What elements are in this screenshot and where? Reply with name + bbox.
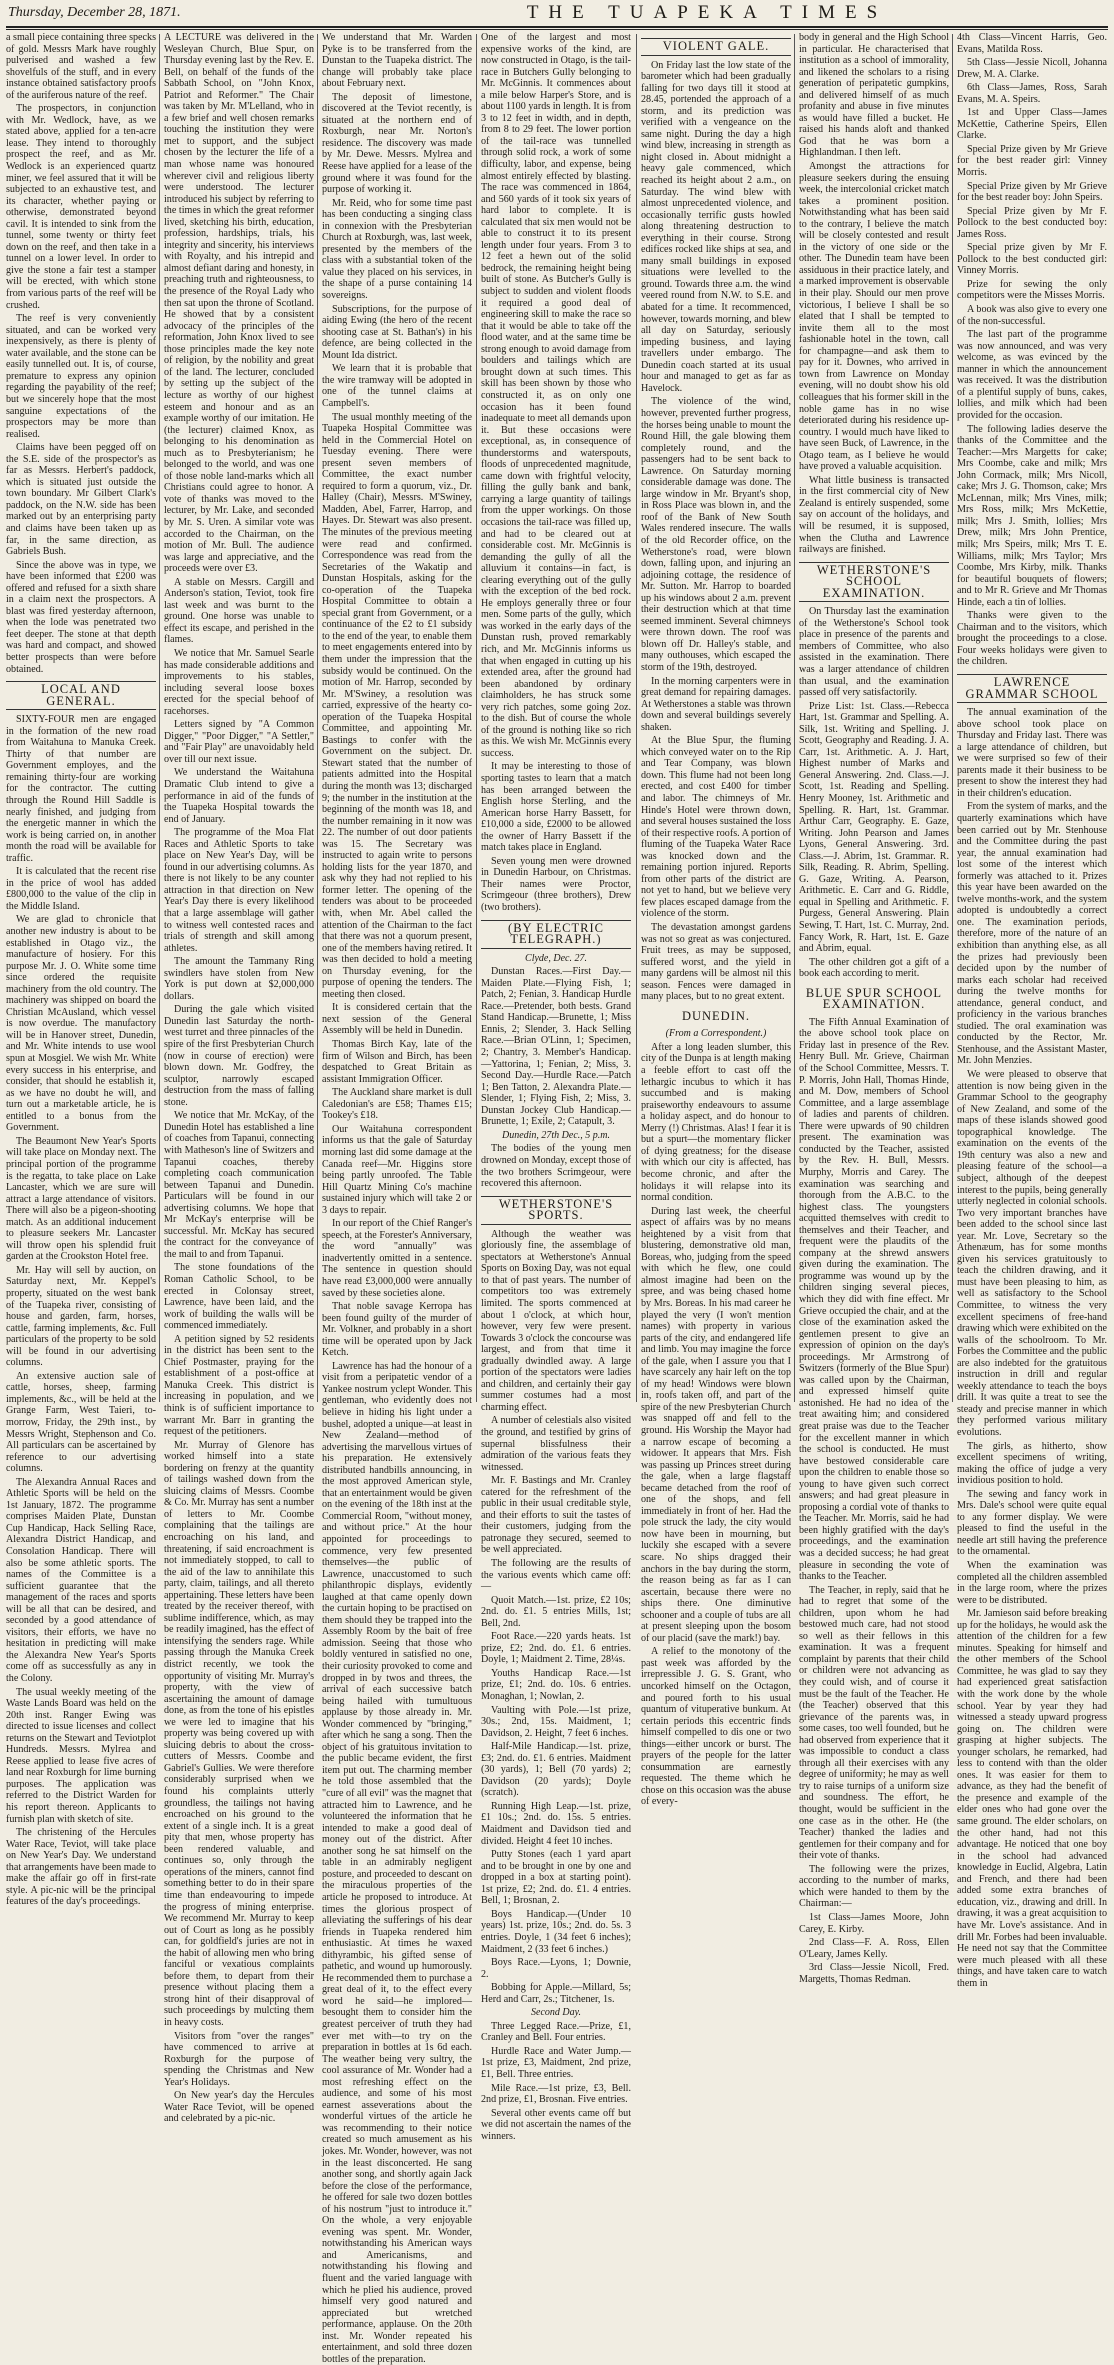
article-paragraph: A stable on Messrs. Cargill and Anderson's station, Teviot, took fire last week and was burnt to the ground. One horse was unable to effect its escape, and perished in the flames. — [164, 576, 314, 646]
article-column-2 — [164, 32, 314, 2125]
article-paragraph: The bodies of the young men drowned on Monday, except those of the two brothers Scrimgeour, were recovered this afternoon. — [481, 1143, 631, 1190]
article-paragraph: We understand the Waitahuna Dramatic Club intend to give a performance in aid of the funds of the Tuapeka Hospital towards the end of January. — [164, 767, 314, 825]
article-paragraph: Thomas Birch Kay, late of the firm of Wilson and Birch, has been despatched to Great Britain as assistant Immigration Officer. — [322, 1039, 472, 1085]
article-paragraph: A book was also give to every one of the non-successful. — [957, 304, 1107, 327]
article-paragraph: Half-Mile Handicap.—1st. prize, £3; 2nd. do. £1. 6 entries. Maidment (30 yards), 1; Bell (70 yards) 2; Davidson (20 yards); Doyle (scratch). — [481, 1741, 631, 1799]
article-paragraph: The devastation amongst gardens was not so great as was conjectured. Fruit trees, as may be supposed, suffered worst, and the yield in many gardens will be almost nil this season. Fences were damaged in many places, but to no great extent. — [641, 922, 791, 1003]
article-paragraph: Three Legged Race.—Prize, £1, Cranley and Bell. Four entries. — [481, 2020, 631, 2044]
article-paragraph: An extensive auction sale of cattle, horses, sheep, farming implements, &c., will be held at the Grange Farm, West Taieri, to-morrow, Friday, the 29th inst., by Messrs Wright, Stephenson and Co. All particulars can be ascertained by reference to our advertising columns. — [6, 1370, 156, 1475]
section-heading: WETHERSTONE'S SCHOOL EXAMINATION. — [799, 562, 949, 603]
article-paragraph: During last week, the cheerful aspect of affairs was by no means heightened by a visit from that blustering, demonstrative old man, Boreas, who, judging from the speed with which he flew, one could almost imagine had been on the spree, and was being chased home by Mrs. Boreas. In his mad career he played the very (I won't mention names) with property in various parts of the city, and endangered life and limb. You may imagine the force of the gale, when I assure you that I have scarcely any hair left on the top of my head! Windows were blown in, roofs taken off, and part of the spire of the new Presbyterian Church was snapped off and fell to the ground. His Worship the Mayor had a narrow escape of becoming a widower. It appears that Mrs. Fish was passing up Princes street during the gale, when a large flagstaff became detached from the roof of one of the shops, and fell immediately in front of her. Had the pole struck the lady, the city would now have been in mourning, but luckily she escaped with a severe scare. No ships dragged their anchors in the bay during the storm, the reason being as far as I can ascertain, because there were no ships there. One diminutive schooner and a couple of tubs are all at present sleeping upon the bosom of our placid (save the mark!) bay. — [641, 1205, 791, 1644]
article-paragraph: Hurdle Race and Water Jump.—1st prize, £3, Maidment, 2nd prize, £1, Bell. Three entries. — [481, 2045, 631, 2080]
article-paragraph: What little business is transacted in the first commercial city of New Zealand is entirely suspended, some say on account of the holidays, and will be resumed, it is supposed, when the Clutha and Lawrence railways are finished. — [799, 474, 949, 556]
column-rule — [636, 34, 637, 1402]
article-paragraph: From the system of marks, and the quarterly examinations which have been carried out by Mr. Stenhouse and the Committee during the past year, the annual examination had lost some of the interest which formerly was attached to it. Prizes this year have been awarded on the twelve months-work, and the system adopted is undoubtedly a correct one. The examination periods, therefore, more of the nature of an exhibition than anything else, as all the prizes had previously been decided upon by the number of marks each scholar had received during the twelve months for attendance, general conduct, and proficiency in the various branches studied. The oral examination was conducted by the Rector, Mr. Stenhouse, and the Assistant Master, Mr. John Menzies. — [957, 801, 1107, 1067]
article-paragraph: Mr. Murray of Glenore has worked himself into a state bordering on frenzy at the quantity of tailings washed down from the sluicing claims of Messrs. Coombe & Co. Mr. Murray has sent a number of letters to Mr. Coombe complaining that the tailings are encroaching on his land, and threatening, if said encroachment is not immediately stopped, to call to the aid of the law to annihilate this party, claim, tailings, and all thereto appertaining. These letters have been treated by the receiver thereof, with sublime indifference, which, as may be readily imagined, has the effect of intensifying the senders rage. While passing through the Manuka Creek district recently, we took the opportunity of visiting Mr. Murray's property, with the view of ascertaining the amount of damage done, as from the tone of his epistles we were led to imagine that his property was being covered up with sluicing debris to about the cross-cutters of Messrs. Coombe and Gabriel's Gullies. We were therefore considerably surprised when we found his complaints utterly groundless, the tailings not having encroached on his ground to the extent of a single inch. It is a great pity that men, whose property has been rendered valuable, and continues so, only through the operations of the miners, cannot find something better to do in their spare time than endeavouring to impede the progress of mining enterprise. We recommend Mr. Murray to keep out of Court as long as he possibly can, for goldfield's juries are not in the habit of allowing men who bring fanciful or vexatious complaints before them, to depart from their presence without placing them a strong hint of their disapproval of such proceedings by mulcting them in heavy costs. — [164, 1439, 314, 2028]
article-paragraph: Prize List: 1st. Class.—Rebecca Hart, 1st. Grammar and Spelling. A. Silk, 1st. Writing and Spelling. J. Scott, Geography and Reading. J. A. Carr, 1st. Arithmetic. A. J. Hart, Highest number of Marks and General Answering. 2nd. Class.—J. Scott, 1st. Reading and Spelling. Henry Mooney, 1st. Arithmetic and Spelling. R. Hart, 1st. Grammar. Arthur Carr, Geography. E. Gaze, Writing. John Pearson and James Lyons, General Answering. 3rd. Class.—J. Abrim, 1st. Grammar. R. Silk, Reading. R. Abrim, Spelling. G. Gaze, Writing. A. Pearson, Arithmetic. E. Carr and G. Riddle, equal in Spelling and Arithmetic. F. Purgess, General Answering. Plain Sewing, T. Hart, 1st. C. Murray, 2nd. Fancy Work, R. Hart, 1st. E. Gaze and Abrim, equal. — [799, 700, 949, 955]
article-paragraph: 6th Class—James, Ross, Sarah Evans, M. A. Speirs. — [957, 82, 1107, 105]
article-paragraph: Lawrence has had the honour of a visit from a peripatetic vendor of a Yankee nostrum yclept Wonder. This gentleman, who evidently does not believe in hiding his light under a bushel, adopted a unique—at least in New Zealand—method of advertising the marvellous virtues of his preparation. He extensively distributed handbills announcing, in the most approved American style, that an entertainment would be given on the evening of the 18th inst at the Commercial Room, "without money, and without price." At the hour appointed for proceedings to commence, very few presented themselves—the public of Lawrence, unaccustomed to such philanthropic displays, evidently laughed at that came openly down the curtain hoping to be practised on them should they be trapped into the Assembly Room by the bait of free admission. Seeing that those who boldly ventured in satisfied no one, their curiosity provoked to come and dropped in by twos and threes, the arrival of each successive batch being hailed with tumultuous applause by those already in. Mr. Wonder commenced by "bringing," after which he sang a song. Then the object of his gratuitous invitation to the public became evident, the first item put out. The charming member he told those assembled that the "cure of all evil" was the magnet that attracted him to Lawrence, and he volunteered the information that he intended to make a good deal of money out of the district. After another song he sat himself on the table in an admirably negligent posture, and proceeded to descant on the miraculous properties of the article he proposed to introduce. At times the glorious prospect of alleviating the sufferings of his dear friends in Tuapeka rendered him enthusiastic. At times he waxed dithyrambic, his gifted sense of pathetic, and wound up humorously. He recommended them to purchase a great deal of it, to the effect every word he said—he implored—besought them to consider him the greatest perceiver of truth they had ever met with—to try on the preparation in bottles at 1s 6d each. The weather being very sultry, the cool assurance of Mr. Wonder had a most refreshing effect on the audience, and some of his most earnest asseverations about the wonderful virtues of the article he was recommending to their notice created so much amusement as his jokes. Mr. Wonder, however, was not in the least disconcerted. He sang another song, and shortly again Jack before the close of the performance, he offered for sale two dozen bottles of his nostrum "just to introduce it." On the whole, a very enjoyable evening was spent. Mr. Wonder, notwithstanding his American ways and Americanisms, and notwithstanding his flowing and fluent and the varied language with which he plied his audience, proved himself very good natured and appreciated but wretched performance, applause. On the 20th inst. Mr. Wonder repeated his entertainment, and sold three dozen bottles of the preparation. — [322, 1360, 472, 2365]
article-paragraph: We are glad to chronicle that another new industry is about to be established in Otago viz., the manufacture of hosiery. For this purpose Mr. J. O. White some time since ordered the requisite machinery from the old country. The machinery was shipped on board the Christian McAusland, which vessel is now overdue. The manufactory will be in Hanover street, Dunedin, and Mr. White intends to use wool spun at Mosgiel. We wish Mr. White every success in his enterprise, and consider, that should he establish it, as we have no doubt he will, and turn out a marketable article, he is entitled to a bonus from the Government. — [6, 914, 156, 1134]
newspaper-title: THE TUAPEKA TIMES — [526, 2, 888, 23]
article-paragraph: We understand that Mr. Warden Pyke is to be transferred from the Dunstan to the Tuapeka district. The change will probably take place about February next. — [322, 32, 472, 90]
column-rule — [317, 34, 318, 1402]
article-paragraph: The reef is very conveniently situated, and can be worked very inexpensively, as there is plenty of water available, and the stone can be easily tunnelled out. It is, of course, premature to express any opinion regarding the payability of the reef; but we sincerely hope that the most sanguine expectations of the prospectors may be more than realised. — [6, 313, 156, 440]
article-paragraph: The following ladies deserve the thanks of the Committee and the Teacher:—Mrs Margetts for cake; Mrs Coombe, cake and milk; Mrs John Cormack, milk; Mrs Nicoll, cake; Mrs J. G. Thomson, cake; Mrs McLennan, milk; Mrs Vines, milk; Mrs Ross, milk; Mrs McKettie, milk; Mrs J. Smith, lollies; Mrs Drew, milk; Mrs John Prentice, milk; Mrs Speirs, milk; Mrs T. E. Williams, milk; Mrs Taylor; Mrs Coombe, Mrs Kirby, milk. Thanks for beautiful bouquets of flowers; and to Mr R. Grieve and Mr Thomas Hinde, each a tin of lollies. — [957, 423, 1107, 608]
article-paragraph: Amongst the attractions for pleasure seekers during the ensuing week, the intercolonial cricket match takes a prominent position. Notwithstanding what has been said to the contrary, I believe the match will be closely contested and result in the victory of one side or the other. The Dunedin team have been assiduous in their practice lately, and a marked improvement is observable in their play. Should our men prove victorious, I believe I shall be so elated that I shall be tempted to invite them all to the most fashionable hotel in the town, call for champagne—and ask them to pay for it. Downes, who arrived in town from Lawrence on Monday evening, will no doubt show his old colleagues that his former skill in the noble game has in no wise deteriorated during his residence up-country. I would much have liked to have seen Buck, of Lawrence, in the Otago team, as I believe he would have proved a valuable acquisition. — [799, 161, 949, 473]
section-heading: (BY ELECTRIC TELEGRAPH.) — [481, 920, 631, 949]
article-paragraph: On New year's day the Hercules Water Race Teviot, will be opened and celebrated by a pic-nic. — [164, 2090, 314, 2125]
article-paragraph: The christening of the Hercules Water Race, Teviot, will take place on New Year's Day. We understand that arrangements have been made to make the affair go off in first-rate style. A pic-nic will be the principal features of the day's proceedings. — [6, 1827, 156, 1908]
article-paragraph: The annual examination of the above school took place on Thursday and Friday last. There was a large attendance of children, but we were surprised so few of their parents made it their business to be present to show the interest they had in their children's education. — [957, 707, 1107, 799]
masthead — [0, 0, 1114, 30]
article-column-6 — [799, 32, 949, 1985]
article-paragraph: 2nd Class—F. A. Ross, Ellen O'Leary, James Kelly. — [799, 1937, 949, 1960]
article-paragraph: 3rd Class—Jessie Nicoll, Fred. Margetts, Thomas Redman. — [799, 1962, 949, 1985]
article-paragraph: The Fifth Annual Examination of the above school took place on Friday last in presence of the Rev. Henry Bull. Mr. Grieve, Chairman of the School Committee, Messrs. T. P. Morris, John Hall, Thomas Hinde, and M. Dow, members of School Committee, and a large assemblage of ladies and parents of children. There were upwards of 90 children present. The examination was conducted by the Teacher, assisted by the Rev. H. Bull, Messrs. Murphy, Morris and Carey. The examination was searching and thorough from the A.B.C. to the highest class. The youngsters acquitted themselves with credit to themselves and their Teacher, and frequent were the plaudits of the company at the shrewd answers given during the examination. The programme was wound up by the children singing several pieces, which they did with fine effect. Mr Grieve occupied the chair, and at the close of the examination asked the gentlemen present to give an expression of opinion on the day's proceedings. Mr Armstrong of Switzers (formerly of the Blue Spur) was called upon by the Chairman, and expressed himself quite astonished. He had no idea of the treat awaiting him; and considered great praise was due to the Teacher for the excellent manner in which the school is conducted. He must have bestowed considerable care upon the children to enable those so young to have given such correct answers; and had great pleasure in proposing a cordial vote of thanks to the Teacher. Mr. Morris, said he had been highly gratified with the day's proceedings, and the examination was a decided success; he had great pleasure in seconding the vote of thanks to the Teacher. — [799, 1016, 949, 1583]
section-heading: WETHERSTONE'S SPORTS. — [481, 1196, 631, 1225]
masthead-rule-thin — [6, 29, 1108, 30]
article-paragraph: We were pleased to observe that attention is now being given in the Grammar School to the geography of New Zealand, and some of the maps of these islands showed good topographical knowledge. The examination on the events of the 19th century was also a new and pleasing feature of the school—a subject, although of the deepest interest to the pupils, being generally utterly neglected in colonial schools. Two very important branches have been added to the school since last year. Mr. Love, Secretary so the Athenæum, has for some months given his services gratuitously to teach the children drawing, and it must have been pleasing to him, as well as satisfactory to the School Committee, to witness the very excellent specimens of free-hand drawing which were exhibited on the walls of the schoolroom. To Mr. Forbes the Committee and the public are also indebted for the gratuitous instruction in drill and regular weekly attendance to teach the boys drill. It was quite a treat to see the steady and precise manner in which they performed various military evolutions. — [957, 1069, 1107, 1438]
column-rule — [794, 34, 795, 1402]
article-column-3 — [322, 32, 472, 2365]
article-paragraph: After a long leaden slumber, this city of the Dunpa is at length making a feeble effort to cast off the lethargic incubus to which it has succumbed and is making praiseworthy endeavours to assume a holiday aspect, and do honour to Merry (!) Christmas. Alas! I fear it is but a spurt—the momentary flicker of dying greatness; for the disease with which our city is affected, has become chronic, and after the holidays it will relapse into its normal condition. — [641, 1041, 791, 1204]
article-paragraph: That noble savage Kerropa has been found guilty of the murder of Mr. Volkner, and probably in a short time will be operated upon by Jack Ketch. — [322, 1301, 472, 1359]
article-paragraph: The sewing and fancy work in Mrs. Dale's school were quite equal to any former display. We were pleased to find the useful in the needle art still having the preference to the ornamental. — [957, 1488, 1107, 1558]
article-paragraph: The amount the Tammany Ring swindlers have stolen from New York is put down at $2,000,000 dollars. — [164, 956, 314, 1002]
article-paragraph: Seven young men were drowned in Dunedin Harbour, on Christmas. Their names were Proctor, Scrimgeour (three brothers), Drew (two brothers). — [481, 855, 631, 914]
article-paragraph: Although the weather was gloriously fine, the assemblage of spectators at Wetherstone's Annual Sports on Boxing Day, was not equal to that of past years. The number of competitors too was extremely limited. The sports commenced at about 1 o'clock, at which hour, however, very few were present. Towards 3 o'clock the concourse was largest, and from that time it gradually dwindled away. A large portion of the spectators were ladies and children, and certainly their gay summer costumes had a most charming effect. — [481, 1228, 631, 1413]
section-heading: LAWRENCE GRAMMAR SCHOOL — [957, 674, 1107, 703]
article-paragraph: The prospectors, in conjunction with Mr. Wedlock, have, as we stated above, applied for a ten-acre lease. They intend to thoroughly prospect the reef, and as Mr. Wedlock is an experienced quartz miner, we feel assured that it will be subjected to an exhaustive test, and its character, whether paying or otherwise, demonstrated beyond cavil. It is intended to sink from the tunnel, some twenty or thirty feet down on the reef, and then take in a tunnel on a lower level. In order to give the stone a fair test a stamper will be erected, with which stone from various parts of the reef will be crushed. — [6, 103, 156, 311]
article-paragraph: Subscriptions, for the purpose of aiding Ewing (the hero of the recent shooting case at St. Bathan's) in his defence, are being collected in the Mount Ida district. — [322, 303, 472, 361]
article-paragraph: Thanks were given to the Chairman and to the visitors, which brought the proceedings to a close. Four weeks holidays were given to the children. — [957, 610, 1107, 668]
article-paragraph: Running High Leap.—1st. prize, £1 10s.; 2nd. do. 15s. 5 entries. Maidment and Davidson tied and divided. Height 4 feet 10 inches. — [481, 1800, 631, 1847]
article-paragraph: On Thursday last the examination of the Wetherstone's School took place in presence of the parents and members of Committee, who also assisted in the examination. There was a larger attendance of children than usual, and the examination passed off very satisfactorily. — [799, 606, 949, 699]
article-paragraph: A petition signed by 52 residents in the district has been sent to the Chief Postmaster, praying for the establishment of a post-office at Manuka Creek. This district is increasing in population, and we think is of sufficient importance to warrant Mr. Barr in granting the request of the petitioners. — [164, 1333, 314, 1438]
article-column-4 — [481, 32, 631, 2142]
article-column-1 — [6, 32, 156, 1908]
article-paragraph: The Auckland share market is dull Caledonian's are £58; Thames £15; Tookey's £18. — [322, 1087, 472, 1122]
article-paragraph: Special Prize given by Mr Grieve for the best reader boy: John Speirs. — [957, 180, 1107, 204]
article-paragraph: It is calculated that the recent rise in the price of wool has added £800,000 to the value of the clip in the Middle Island. — [6, 866, 156, 912]
article-paragraph: Bobbing for Apple.—Millard, 5s; Herd and Carr, 2s.; Titchener, 1s. — [481, 1982, 631, 2005]
article-paragraph: A LECTURE was delivered in the Wesleyan Church, Blue Spur, on Thursday evening last by the Rev. E. Bell, on behalf of the funds of the Sabbath School, on "John Knox, Patriot and Reformer." The Chair was taken by Mr. M'Lelland, who in a few brief and well chosen remarks touching the institution they were met to support, and the subject chosen by the lecturer the life of a man whose name was honoured wherever civil and religious liberty were understood. The lecturer introduced his subject by referring to the times in which the great reformer lived, sketching his birth, education, profession, hardships, trials, his integrity and sincerity, his interviews with Royalty, and his intrepid and almost defiant daring and honesty, in preaching truth and righteousness, to the presence of the Royal Lady who then sat upon the throne of Scotland. He showed that by a consistent advocacy of the principles of the reformation, John Knox lived to see those principles made the key note of religion, by the nobility and great of the land. The lecturer, concluded by setting up the subject of the lecture as worthy of our highest esteem and honour and as an example worthy of our imitation. He (the lecturer) claimed Knox, as belonging to his denomination as much as to Presbyterianism; he belonged to the world, and was one of those noble land-marks which all Christians could agree to honor. A vote of thanks was moved to the lecturer, by Mr. Lake, and seconded by Mr. S. Uren. A similar vote was accorded to the Chairman, on the motion of Mr. Bull. The audience was large and appreciative, and the proceeds were over £3. — [164, 32, 314, 575]
dateline: Dunedin, 27th Dec., 5 p.m. — [501, 1129, 611, 1141]
article-paragraph: In our report of the Chief Ranger's speech, at the Forester's Anniversary, the word "annually" was inadvertently omitted in a sentence. The sentence in question should have read £3,000,000 were annually saved by these societies alone. — [322, 1218, 472, 1299]
article-paragraph: The deposit of limestone, discovered at the Teviot recently, is situated at the northern end of Roxburgh, near Mr. Norton's residence. The discovery was made by Mr. Dewe. Messrs. Mylrea and Reese have applied for a lease of the ground where it was found for the purpose of working it. — [322, 91, 472, 196]
article-paragraph: The Beaumont New Year's Sports will take place on Monday next. The principal portion of the programme is the regatta, to take place on Lake Lancaster, which we are sure will attract a large attendance of visitors. There will also be a pigeon-shooting match. As an additional inducement to pleasure seekers Mr. Lancaster will throw open his splendid fruit garden at the Crookston Hotel free. — [6, 1135, 156, 1263]
article-paragraph: Visitors from "over the ranges" have commenced to arrive at Roxburgh for the purpose of spending the Christmas and New Year's Holidays. — [164, 2030, 314, 2088]
article-paragraph: Our Waitahuna correspondent informs us that the gale of Saturday morning last did some damage at the Canada reef—Mr. Higgins store being partly unroofed. The Table Hill Quartz Mining Co's machine sustained injury which will take 2 or 3 days to repair. — [322, 1123, 472, 1216]
article-paragraph: We learn that it is probable that the wire tramway will be adopted in one of the tunnel claims at Campbell's. — [322, 363, 472, 409]
article-paragraph: The other children got a gift of a book each according to merit. — [799, 956, 949, 980]
article-paragraph: Since the above was in type, we have been informed that £200 was offered and refused for a sixth share in a claim next the prospectors. A blast was fired yesterday afternoon, when the lode was penetrated two feet deeper. The stone at that depth was hard and compact, and showed better prospects than were before obtained. — [6, 559, 156, 675]
article-paragraph: The following were the prizes, according to the number of marks, which were handed to them by the Chairman:— — [799, 1863, 949, 1910]
article-paragraph: In the morning carpenters were in great demand for repairing damages. At Wetherstones a stable was thrown down and several buildings severely shaken. — [641, 675, 791, 733]
section-heading: VIOLENT GALE. — [641, 38, 791, 56]
article-column-7 — [957, 32, 1107, 1989]
article-paragraph: 1st and Upper Class—James McKettie, Catherine Speirs, Ellen Clarke. — [957, 107, 1107, 142]
article-paragraph: The programme of the Moa Flat Races and Athletic Sports to take place on New Year's Day, will be found in our advertising columns. As there is not likely to be any counter attraction in that direction on New Year's Day there is every likelihood that a large assemblage will gather to witness well contested races and trials of strength and skill among athletes. — [164, 827, 314, 954]
article-paragraph: At the Blue Spur, the fluming which conveyed water on to the Rip and Tear Company, was blown down. This flume had not been long erected, and cost £400 for timber and labor. The chimneys of Mr. Hinde's Hotel were thrown down, and several houses sustained the loss of their respective roofs. A portion of fluming of the Tuapeka Water Race was knocked down and the remaining portion injured. Reports from other parts of the district are not yet to hand, but we believe very few places escaped damage from the violence of the storm. — [641, 735, 791, 920]
masthead-rule — [6, 26, 1108, 28]
article-paragraph: A relief to the monotony of the past week was afforded by the irrepressible J. G. S. Grant, who uncorked himself on the Octagon, and poured forth to his usual quantum of vituperative bunkum. At certain periods this eccentric finds himself compelled to dis one or two things—either uncork or burst. The prayers of the people for the latter consummation are earnestly requested. The theme which he chose on this occasion was the abuse of every- — [641, 1646, 791, 1808]
article-paragraph: During the gale which visited Dunedin last Saturday the north-west turret and three pinnacles of the spire of the first Presbyterian Church (now in course of erection) were blown down. Mr. Godfrey, the sculptor, narrowly escaped destruction from the mass of falling stone. — [164, 1004, 314, 1108]
article-paragraph: Several other events came off but we did not ascertain the names of the winners. — [481, 2107, 631, 2142]
article-paragraph: Boys Handicap.—(Under 10 years) 1st. prize, 10s.; 2nd. do. 5s. 3 entries. Doyle, 1 (34 feet 6 inches); Maidment, 2 (33 feet 6 inches.) — [481, 1908, 631, 1955]
article-paragraph: The last part of the programme was now announced, and was very welcome, as was evinced by the manner in which the announcement was received. It was the distribution of a plentiful supply of buns, cakes, lollies, and milk which had been provided for the occasion. — [957, 329, 1107, 421]
column-rule — [476, 34, 477, 1402]
article-paragraph: Mr. Reid, who for some time past has been conducting a singing class in connexion with the Presbyterian Church at Roxburgh, was, last week, presented by the members of the class with a substantial token of the value they placed on his services, in the shape of a purse containing 14 sovereigns. — [322, 197, 472, 302]
article-paragraph: Special Prize given by Mr Grieve for the best reader girl: Vinney Morris. — [957, 143, 1107, 179]
article-paragraph: Boys Race.—Lyons, 1; Downie, 2. — [481, 1957, 631, 1980]
article-paragraph: The following are the results of the various events which came off:— — [481, 1558, 631, 1593]
article-paragraph: A number of celestials also visited the ground, and testified by grins of supernal blissfulness their admiration of the various feats they witnessed. — [481, 1415, 631, 1473]
article-paragraph: We notice that Mr. McKay, of the Dunedin Hotel has established a line of coaches from Tapanui, connecting with Matheson's line of Switzers and Tapanui coaches, thereby completing coach communication between Tapanui and Dunedin. Particulars will be found in our advertising columns. We hope that Mr McKay's enterprise will be successful. Mr. McKay has secured the contract for the conveyance of the mail to and from Tapanui. — [164, 1110, 314, 1260]
article-paragraph: We notice that Mr. Samuel Searle has made considerable additions and improvements to his stables, including several loose boxes erected for the special behoof of racehorses. — [164, 647, 314, 717]
article-paragraph: The usual monthly meeting of the Tuapeka Hospital Committee was held in the Commercial Hotel on Tuesday evening. There were present seven members of Committee, the exact number required to form a quorum, viz., Dr. Halley (Chair), Messrs. M'Swiney, Madden, Abel, Farrer, Harrop, and Hayes. Dr. Stewart was also present. The minutes of the previous meeting were read and confirmed. Correspondence was read from the Secretaries of the Wakatip and Dunstan Hospitals, asking for the co-operation of the Tuapeka Hospital Committee to obtain a special grant from Government, or a continuance of the £2 to £1 subsidy to the end of the year, to enable them to meet engagements entered into by them under the impression that the subsidy would be continued. On the motion of Mr. Harrop, seconded by Mr. M'Swiney, a resolution was carried, expressive of the hearty co-operation of the Tuapeka Hospital Committee, and appointing Mr. Bastings to confer with the Government on the subject. Dr. Stewart stated that the number of patients admitted into the Hospital during the month was 13; discharged 9; the number in the institution at the beginning of the month was 18, and the number remaining in it now was 22. The number of out door patients was 15. The Secretary was instructed to again write to persons holding lists for the year 1870, and ask why they had not replied to his former letter. The opening of the tenders was about to be proceeded with, when Mr. Abel called the attention of the Chairman to the fact that there was not a quorum present, one of the members having retired. It was then decided to hold a meeting on Thursday evening, for the purpose of opening the tenders. The meeting then closed. — [322, 411, 472, 1000]
article-paragraph: a small piece containing three specks of gold. Messrs Mark have roughly pulverised and washed a few shovelfuls of the stuff, and in every instance obtained satisfactory proofs of the auriferous nature of the reef. — [6, 32, 156, 101]
article-paragraph: 5th Class—Jessie Nicoll, Johanna Drew, M. A. Clarke. — [957, 57, 1107, 80]
article-paragraph: Mile Race.—1st prize, £3, Bell. 2nd prize, £1, Brosnan. Five entries. — [481, 2082, 631, 2106]
article-paragraph: Foot Race.—220 yards heats. 1st prize, £2; 2nd. do. £1. 6 entries. Doyle, 1; Maidment 2. Time, 28¼s. — [481, 1631, 631, 1666]
dateline: Second Day. — [531, 2007, 581, 2019]
article-paragraph: One of the largest and most expensive works of the kind, are now constructed in Otago, is the tail-race in Butchers Gully belonging to Mr. McGinnis. It commences about a mile below Harper's Store, and is about 1100 yards in length. It is from 3 to 12 feet in width, and in depth, from 8 to 29 feet. The lower portion of the tail-race was tunnelled through solid rock, a work of some difficulty, labor, and expense, being almost entirely effected by blasting. The race was commenced in 1864, and 560 yards of it took six years of hard labor to complete. It is calculated that six men would not be able to construct it to its present length under four years. From 3 to 12 feet a hewn out of the solid bedrock, the remaining height being built of stone. As Butcher's Gully is subject to sudden and violent floods it required a good deal of engineering skill to make the race so that it would be able to take off the flood water, and at the same time be strong enough to avoid damage from boulders and tailings which are brought down at such times. This skill has been shown by those who constructed it, as on only one occasion has it been found inadequate to meet all demands upon it. But these occasions were exceptional, as, in consequence of thunderstorms and waterspouts, floods of unprecedented magnitude, came down with frightful velocity, filling the gully bank and bank, carrying a large quantity of tailings from the upper workings. On those occasions the tail-race was filled up, and had to be cleared out at considerable cost. Mr. McGinnis is demanding the gully of all the alluvium it contains—in fact, is clearing everything out of the gully with the exception of the bed rock. He employs generally three or four men. Some parts of the gully, which was worked in the early days of the Dunstan rush, proved remarkably rich, and Mr. McGinnis informs us that when engaged in cutting up his extended area, after the ground had been abandoned by ordinary claimholders, he has struck some very rich patches, some going 2oz. to the dish. But of course the whole of the ground is nothing like so rich as this. We wish Mr. McGinnis every success. — [481, 32, 631, 759]
section-heading: DUNEDIN. — [681, 1008, 751, 1023]
article-paragraph: Special Prize given by Mr F. Pollock to the best conducted boy: James Ross. — [957, 205, 1107, 240]
article-paragraph: The stone foundations of the Roman Catholic School, to be erected in Colonsay street, Lawrence, have been laid, and the work of building the walls will be commenced immediately. — [164, 1262, 314, 1332]
article-paragraph: Quoit Match.—1st. prize, £2 10s; 2nd. do. £1. 5 entries Mills, 1st; Bell, 2nd. — [481, 1594, 631, 1629]
article-paragraph: Claims have been pegged off on the S.E. side of the prospector's as far as Messrs. Herbert's paddock, which is situated just outside the town boundary. Mr Gilbert Clark's paddock, on the N.W. side has been marked out by an enterprising party and claims have been taken up as far, in the same direction, as Gabriels Bush. — [6, 442, 156, 558]
article-paragraph: Vaulting with Pole.—1st prize, 30s.; 2nd, 15s. Maidment, 1; Davidson, 2. Height, 7 feet 6 inches. — [481, 1704, 631, 1739]
column-rule — [159, 34, 160, 1402]
article-paragraph: The girls, as hitherto, show excellent specimens of writing, making the office of judge a very invidious position to hold. — [957, 1440, 1107, 1487]
column-rule — [952, 34, 953, 1402]
article-paragraph: Mr. Jamieson said before breaking up for the holidays, he would ask the attention of the children for a few minutes. Speaking for himself and the other members of the School Committee, he was glad to say they had experienced great satisfaction with the work done by the whole school. Year by year they had witnessed a steady upward progress going on. The children were grasping at higher subjects. The younger scholars, he remarked, had less to contend with than the older ones. It was easier for them to advance, as they had the benefit of the presence and example of the elder ones who had gone over the same ground. The elder scholars, on the other hand, had not this advantage. He noticed that one boy in the school had advanced knowledge in Euclid, Algebra, Latin and French, and there had been added some extra branches of education, viz., drawing and drill. In drawing, it was a great acquisition to have Mr. Love's assistance. And in drill Mr. Forbes had been invaluable. He need not say that the Committee were much pleased with all these things, and have taken care to watch them in — [957, 1608, 1107, 1989]
article-paragraph: Letters signed by "A Common Digger," "Poor Digger," "A Settler," and "Fair Play" are unavoidably held over till our next issue. — [164, 719, 314, 765]
article-paragraph: body in general and the High School in particular. He characterised that institution as a school of immorality, and likened the scholars to a rising generation of peripatetic gumpkins, and delivered himself of as much profanity and abuse in five minutes as would have filled a bucket. He raised his hands aloft and thanked God that he was born a Highlandman. I then left. — [799, 32, 949, 159]
section-heading: BLUE SPUR SCHOOL EXAMINATION. — [805, 985, 943, 1012]
article-paragraph: It is considered certain that the next session of the General Assembly will be held in Dunedin. — [322, 1002, 472, 1037]
dateline: Clyde, Dec. 27. — [525, 952, 587, 964]
dateline: (From a Correspondent.) — [665, 1028, 767, 1040]
article-paragraph: The Teacher, in reply, said that he had to regret that some of the children, upon whom he had bestowed much care, had not stood so well as their fellows in this examination. It was a frequent complaint by parents that their child or children were not advancing as they could wish, and of course it must be the fault of the Teacher. He (the Teacher) observed that this grievance of the parents was, in some cases, too well founded, but he had observed from experience that it was impossible to conduct a class through all their exercises with any degree of uniformity; he may as well try to raise turnips of a uniform size and soundness. The effort, he thought, would be sufficient in the one case as in the other. He (the Teacher) thanked the ladies and gentlemen for their company and for their vote of thanks. — [799, 1584, 949, 1862]
article-paragraph: Prize for sewing the only competitors were the Misses Morris. — [957, 278, 1107, 302]
article-paragraph: Mr. F. Bastings and Mr. Cranley catered for the refreshment of the public in their usual creditable style, and their efforts to suit the tastes of their customers, judging from the patronage they secured, seemed to be well appreciated. — [481, 1475, 631, 1556]
section-heading: LOCAL AND GENERAL. — [6, 681, 156, 710]
article-paragraph: Putty Stones (each 1 yard apart and to be brought in one by one and dropped in a box at starting point). 1st prize, £2; 2nd. do. £1. 4 entries. Bell, 1; Brosnan, 2. — [481, 1849, 631, 1907]
article-paragraph: On Friday last the low state of the barometer which had been gradually falling for two days till it stood at 28.45, portended the approach of a storm, and its prediction was verified with a vengeance on the same night. During the day a high wind blew, increasing in strength as night closed in. About midnight a heavy gale commenced, which reached its height about 2 a.m., on Saturday. The wind blew with almost unprecedented violence, and occasionally terrific gusts howled along threatening destruction to everything in their course. Strong edifices rocked like ships at sea, and many small buildings in exposed situations were levelled to the ground. Towards three a.m. the wind veered round from N.W. to S.E. and abated for a time. It recommenced, however, towards morning, and blew all day on Saturday, seriously impeding business, and laying travellers under embargo. The Dunedin coach started at its usual hour and managed to get as far as Havelock. — [641, 59, 791, 394]
article-column-5 — [641, 32, 791, 1808]
article-paragraph: Youths Handicap Race.—1st prize, £1; 2nd. do. 10s. 6 entries. Monaghan, 1; Nowlan, 2. — [481, 1667, 631, 1703]
article-paragraph: The usual weekly meeting of the Waste Lands Board was held on the 20th inst. Ranger Ewing was directed to issue licenses and collect returns on the Stewart and Teviotplot Hundreds. Messrs. Mylrea and Reese applied to lease five acres of land near Roxburgh for lime burning purposes. The application was referred to the District Warden for his report thereon. Applicants to furnish plan with sketch of site. — [6, 1686, 156, 1825]
article-paragraph: When the examination was completed all the children assembled in the large room, where the prizes were to be distributed. — [957, 1560, 1107, 1606]
article-paragraph: SIXTY-FOUR men are engaged in the formation of the new road from Waitahuna to Manuka Creek. Thirty of that number are Government employes, and the remaining thirty-four are working for the contractor. The cutting through the Round Hill Saddle is nearly finished, and judging from the energetic manner in which the work is being carried on, in another month the road will be available for traffic. — [6, 714, 156, 864]
article-paragraph: The violence of the wind, however, prevented further progress, the horses being unable to mount the Round Hill, the gale blowing them completely round, and the passengers had to be sent back to Lawrence. On Saturday morning considerable damage was done. The large window in Mr. Bryant's shop, in Ross Place was blown in, and the roof of the Bank of New South Wales rendered insecure. The walls of the old Recorder office, on the Wetherstone's road, were blown down, falling upon, and injuring an adjoining cottage, the residence of Mr. Sutton. Mr. Harrop to boarded up his windows about 2 a.m. prevent their destruction which at that time seemed imminent. Several chimneys were thrown down. The roof was blown off Dr. Halley's stable, and many outhouses, which escaped the storm of the 19th, destroyed. — [641, 396, 791, 673]
article-paragraph: Special prize given by Mr F. Pollock to the best conducted girl: Vinney Morris. — [957, 242, 1107, 277]
article-paragraph: 4th Class—Vincent Harris, Geo. Evans, Matilda Ross. — [957, 32, 1107, 55]
article-paragraph: Mr. Hay will sell by auction, on Saturday next, Mr. Keppel's property, situated on the west bank of the Tuapeka river, consisting of house and garden, farm, horses, cattle, farming implements, &c. Full particulars of the property to be sold will be found in our advertising columns. — [6, 1264, 156, 1369]
article-paragraph: The Alexandra Annual Races and Athletic Sports will be held on the 1st January, 1872. The programme comprises Maiden Plate, Dunstan Cup Handicap, Hack Selling Race, Alexandra District Handicap, and Consolation Handicap. There will also be some athletic sports. The names of the Committee is a sufficient guarantee that the management of the races and sports will be all that can be desired, and seconded by a good attendance of visitors, their efforts, we have no hesitation in predicting will make the Alexandra New Year's Sports come off as successfully as any in the Colony. — [6, 1476, 156, 1685]
issue-date: Thursday, December 28, 1871. — [8, 5, 181, 20]
article-paragraph: 1st Class—James Moore, John Carey, E. Kirby. — [799, 1911, 949, 1935]
article-paragraph: Dunstan Races.—First Day.—Maiden Plate.—Flying Fish, 1; Patch, 2; Fenian, 3. Handicap Hurdle Race.—Pretender, both bests. Grand Stand Handicap.—Brunette, 1; Miss Ennis, 2; Slender, 3. Hack Selling Race.—Brian O'Linn, 1; Specimen, 2; Chantry, 3. Member's Handicap.—Yattorina, 1; Fenian, 2; Miss, 3. Second Day.—Hurdle Race.—Patch 1; Ben Tatton, 2. Alexandra Plate.—Slender, 1; Flying Fish, 2; Miss, 3. Dunstan Jockey Club Handicap.—Brunette, 1; Exile, 2; Catapult, 3. — [481, 966, 631, 1128]
article-paragraph: It may be interesting to those of sporting tastes to learn that a match has been arranged between the English horse Sterling, and the American horse Harry Bassett, for £10,000 a side, £2000 to be allowed the owner of Harry Bassett if the match takes place in England. — [481, 761, 631, 854]
